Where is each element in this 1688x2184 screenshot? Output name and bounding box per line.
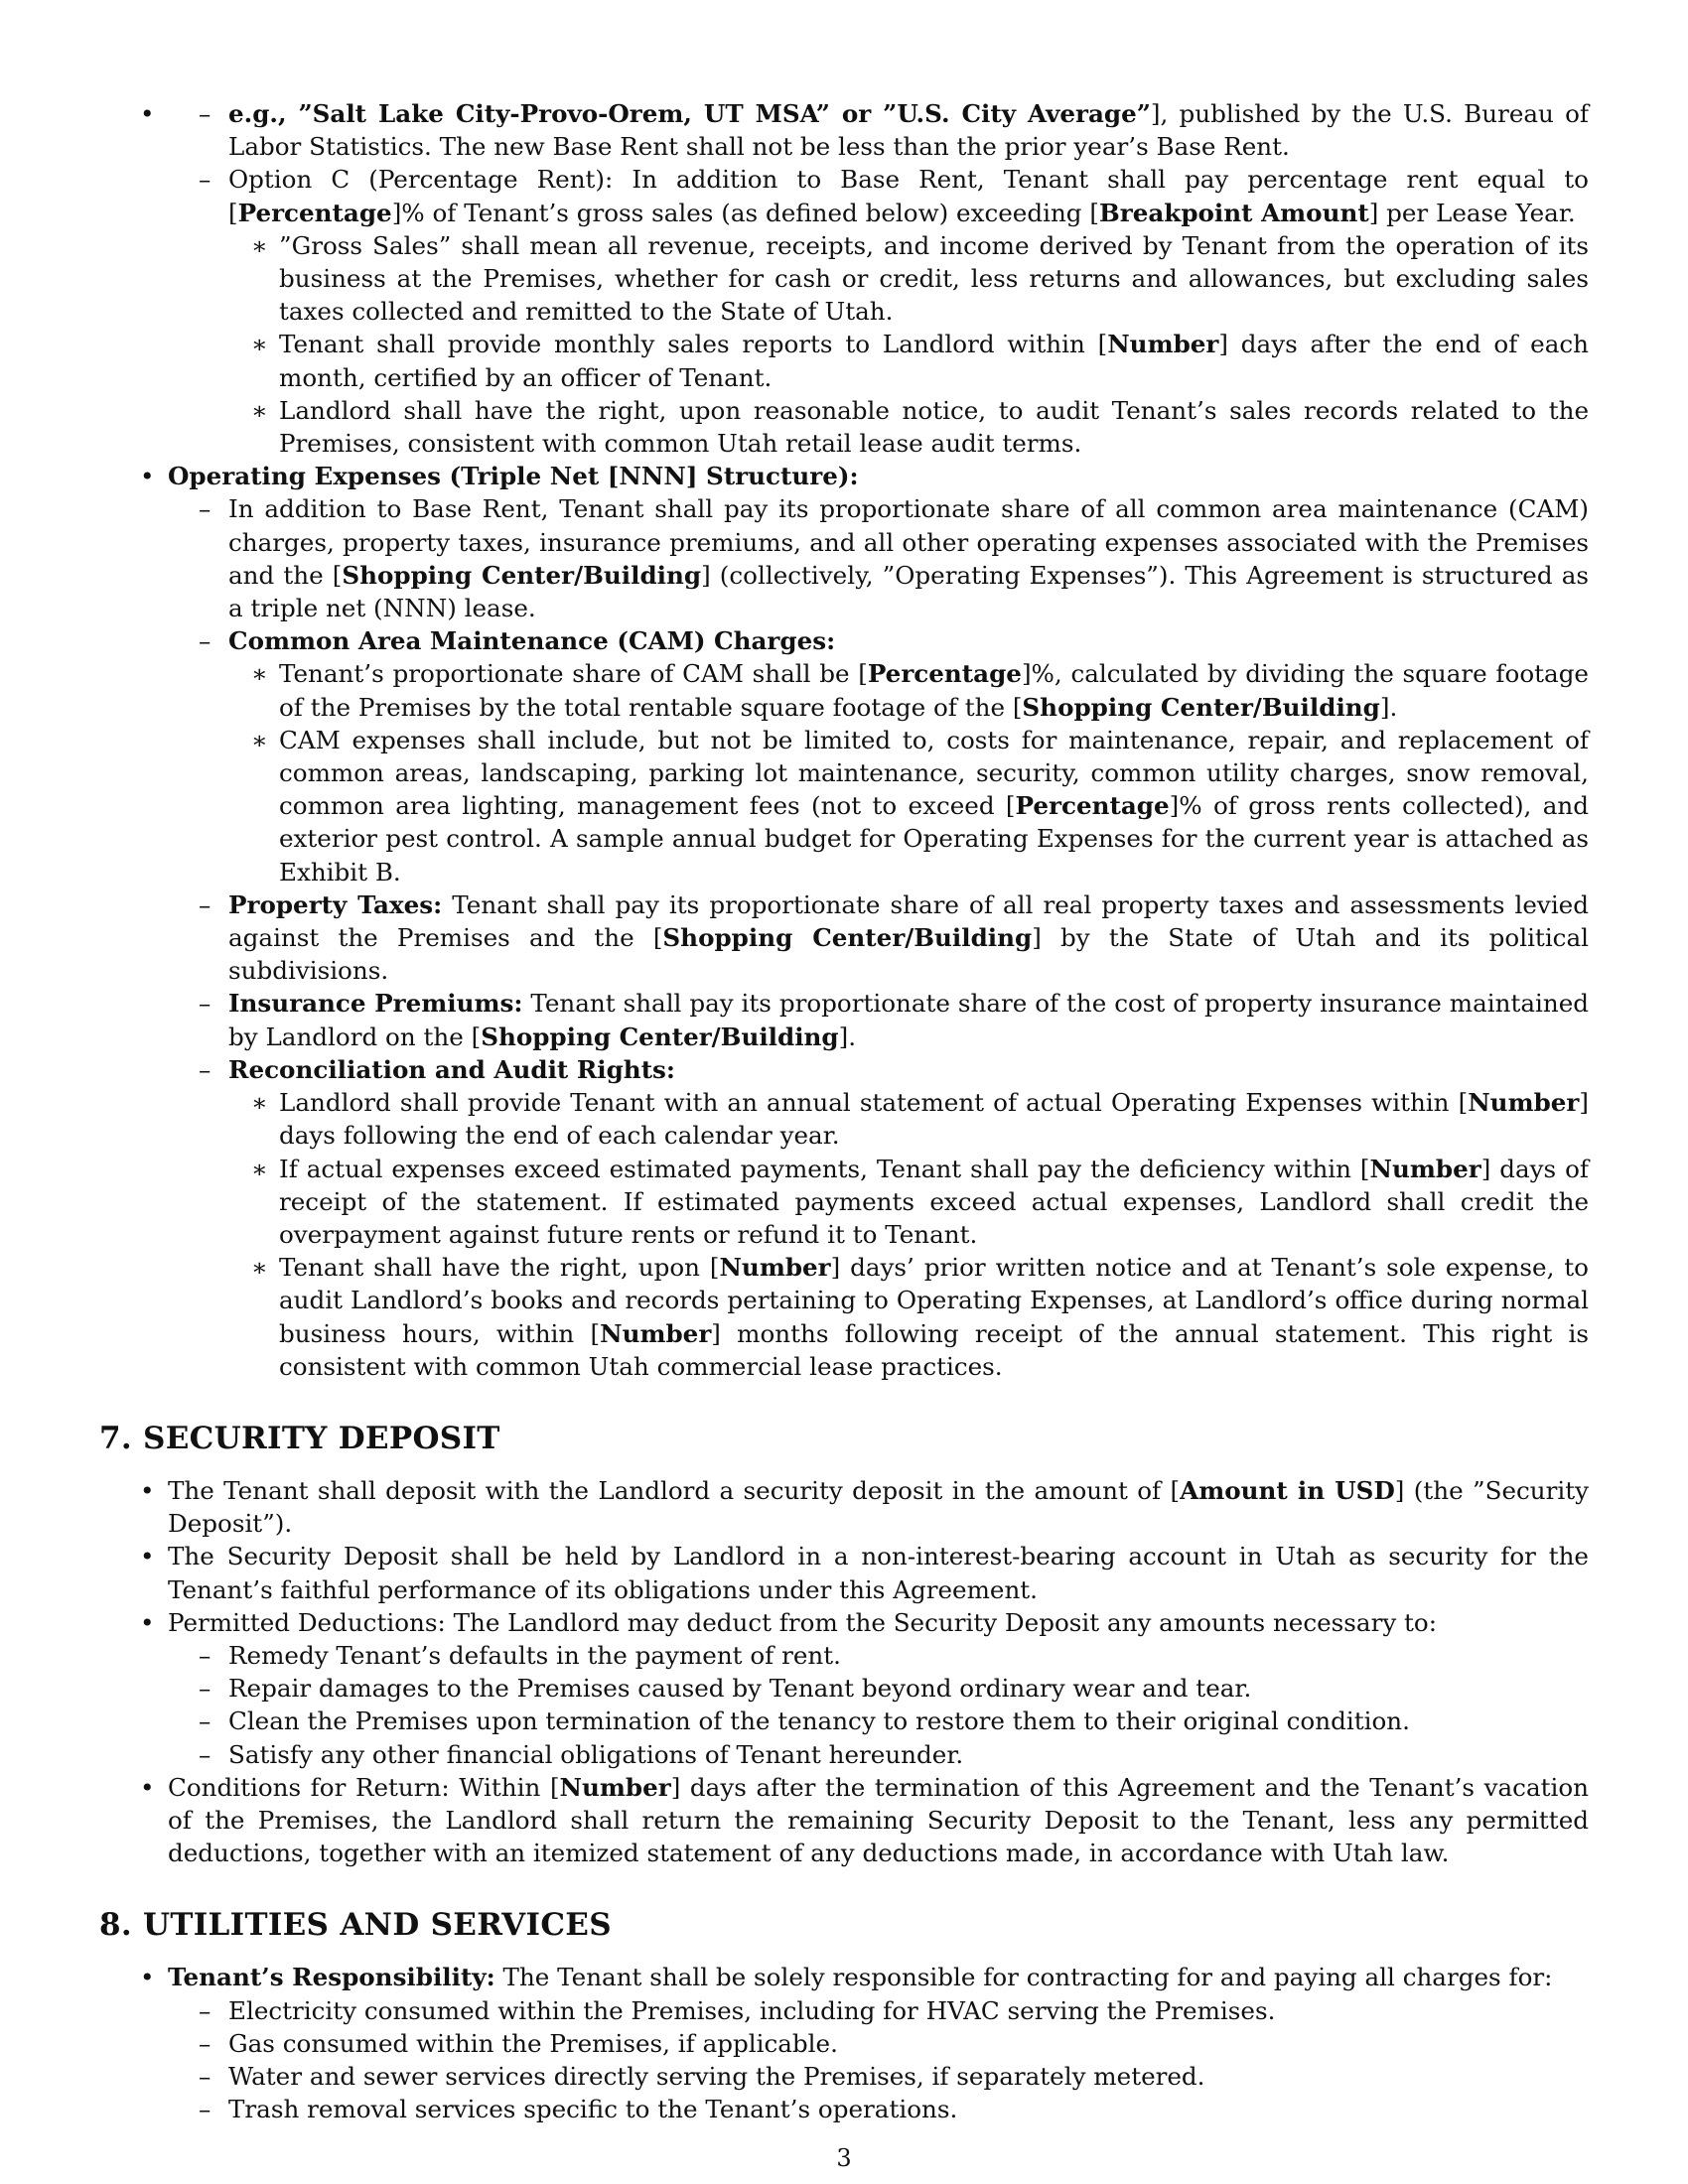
text: CAM expenses shall include, but not be limited to, costs for maintenance, repair, and replacement of common areas, landscaping, parking lot maintenance, security, common utility charges, snow removal, common area lighting, management fees (not to exceed [ — [279, 725, 1589, 821]
operating-expenses-heading: Operating Expenses (Triple Net [NNN] Structure): — [168, 462, 859, 491]
placeholder-number: Number — [600, 1318, 712, 1348]
operating-expenses-item — [168, 460, 1589, 1383]
text: Tenant’s proportionate share of CAM shall be [ — [279, 659, 868, 689]
document-page — [99, 97, 1589, 2125]
text: ] days following the end of each calendar year. — [279, 1088, 1589, 1151]
placeholder-number: Number — [559, 1772, 671, 1802]
utilities-list — [99, 1961, 1589, 2125]
deduction-item: – Remedy Tenant’s defaults in the payment of rent. — [228, 1639, 1589, 1672]
tenant-responsibility-label: Tenant’s Responsibility: — [168, 1963, 495, 1992]
cpi-index-text: ], published by the U.S. Bureau of Labor Statistics. The new Base Rent shall not be less than the prior year’s Base Rent. — [228, 99, 1589, 162]
cpi-index-bold: e.g., ”Salt Lake City-Provo-Orem, UT MSA” or ”U.S. City Average” — [228, 99, 1151, 128]
deduction-item: – Repair damages to the Premises caused by Tenant beyond ordinary wear and tear. — [228, 1672, 1589, 1705]
text: ] days’ prior written notice and at Tenant’s sole expense, to audit Landlord’s books and records pertaining to Operating Expenses, at Landlord’s office during normal business hours, within [ — [279, 1253, 1589, 1348]
text: The Tenant shall be solely responsible for contracting for and paying all charges for: — [494, 1963, 1553, 1992]
deposit-held-item: • The Security Deposit shall be held by Landlord in a non-interest-bearing account in Utah as security for the Tenant’s faithful performance of its obligations under this Agreement. — [168, 1540, 1589, 1605]
utility-item: – Gas consumed within the Premises, if applicable. — [228, 2027, 1589, 2060]
placeholder-number: Number — [1468, 1088, 1580, 1118]
text: ] days of receipt of the statement. If estimated payments exceed actual expenses, Landlord shall credit the overpayment against future rents or refund it to Tenant. — [279, 1154, 1590, 1249]
page-number: 3 — [836, 2144, 852, 2172]
section-7-heading: 7. SECURITY DEPOSIT — [99, 1420, 500, 1456]
deductions-list — [168, 1639, 1589, 1771]
text: ] (collectively, ”Operating Expenses”). This Agreement is structured as a triple net (NNN) lease. — [228, 560, 1589, 623]
permitted-deductions-item — [168, 1606, 1589, 1771]
utility-item: – Electricity consumed within the Premises, including for HVAC serving the Premises. — [228, 1994, 1589, 2027]
deduction-item: – Clean the Premises upon termination of the tenancy to restore them to their original condition. — [228, 1705, 1589, 1737]
cam-expenses-item — [279, 724, 1589, 888]
cpi-index-item — [228, 97, 1589, 163]
text: ] (the ”Security Deposit”). — [168, 1475, 1590, 1539]
placeholder-percentage: Percentage — [1015, 791, 1170, 821]
text: If actual expenses exceed estimated payments, Tenant shall pay the deficiency within [ — [279, 1154, 1370, 1183]
text: Tenant shall pay its proportionate share of all real property taxes and assessments levied against the Premises and the [ — [228, 889, 1589, 953]
rent-options-list — [168, 97, 1589, 460]
reconciliation-item — [228, 1053, 1589, 1383]
rent-continuation-list — [99, 97, 1589, 1383]
text: The Tenant shall deposit with the Landlord a security deposit in the amount of [ — [168, 1475, 1181, 1505]
placeholder-percentage: Percentage — [237, 198, 392, 227]
rent-continuation — [168, 97, 1589, 460]
cam-item — [228, 624, 1589, 888]
deposit-amount-item — [168, 1474, 1589, 1540]
text: Conditions for Return: Within [ — [168, 1772, 560, 1802]
utility-items-list — [168, 1994, 1589, 2126]
text: ]. — [838, 1022, 857, 1051]
text: ] days after the end of each month, certified by an officer of Tenant. — [279, 330, 1589, 392]
text: ]% of gross rents collected), and exterior pest control. A sample annual budget for Operating Expenses for the current year is attached as Exhibit B. — [279, 791, 1589, 887]
utility-item: – Trash removal services specific to the Tenant’s operations. — [228, 2093, 1589, 2125]
text: Tenant shall pay its proportionate share of the cost of property insurance maintained by Landlord on the [ — [228, 989, 1589, 1051]
text: ] per Lease Year. — [1368, 198, 1576, 227]
insurance-item — [228, 987, 1589, 1052]
placeholder-amount: Amount in USD — [1180, 1475, 1395, 1505]
text: ] by the State of Utah and its political subdivisions. — [228, 923, 1589, 986]
placeholder-shopping-center: Shopping Center/Building — [481, 1022, 839, 1051]
deduction-item: – Satisfy any other financial obligations of Tenant hereunder. — [228, 1738, 1589, 1771]
tenant-audit-item — [279, 1251, 1589, 1383]
section-8-heading: 8. UTILITIES AND SERVICES — [99, 1907, 612, 1944]
placeholder-percentage: Percentage — [867, 659, 1022, 689]
text: Option C (Percentage Rent): In addition to Base Rent, Tenant shall pay percentage rent equal to [ — [228, 165, 1589, 227]
conditions-for-return-item — [168, 1771, 1589, 1870]
sales-reports-item — [279, 328, 1589, 393]
text: ]% of Tenant’s gross sales (as defined below) exceeding [ — [391, 198, 1099, 227]
operating-expenses-list — [168, 492, 1589, 1382]
text: ] months following receipt of the annual statement. This right is consistent with common Utah commercial lease practices. — [279, 1318, 1590, 1381]
property-taxes-item — [228, 888, 1589, 988]
property-taxes-label: Property Taxes: — [228, 889, 443, 919]
placeholder-breakpoint: Breakpoint Amount — [1098, 198, 1369, 227]
placeholder-shopping-center: Shopping Center/Building — [1022, 692, 1380, 722]
text: ] days after the termination of this Agreement and the Tenant’s vacation of the Premises, the Landlord shall return the remaining Security Deposit to the Tenant, less any permitted deductions, together with an itemized statement of any deductions made, in accordance with Utah law. — [168, 1772, 1590, 1868]
opex-intro-item — [228, 492, 1589, 624]
placeholder-shopping-center: Shopping Center/Building — [662, 923, 1033, 953]
insurance-label: Insurance Premiums: — [228, 989, 523, 1019]
option-c-sublist — [228, 229, 1589, 460]
text: In addition to Base Rent, Tenant shall pay its proportionate share of all common area maintenance (CAM) charges, property taxes, insurance premiums, and all other operating expenses associated with the Premises and the [ — [228, 494, 1589, 590]
text: Tenant shall provide monthly sales reports to Landlord within [ — [279, 330, 1108, 359]
utility-item: – Water and sewer services directly serving the Premises, if separately metered. — [228, 2060, 1589, 2093]
tenant-responsibility-item — [168, 1961, 1589, 2125]
security-deposit-list — [99, 1474, 1589, 1869]
text: Landlord shall provide Tenant with an annual statement of actual Operating Expenses within [ — [279, 1088, 1469, 1118]
text: Tenant shall have the right, upon [ — [279, 1253, 720, 1283]
placeholder-shopping-center: Shopping Center/Building — [342, 560, 702, 590]
reconciliation-heading: Reconciliation and Audit Rights: — [228, 1054, 675, 1084]
text: ]. — [1379, 692, 1398, 722]
placeholder-number: Number — [1369, 1154, 1481, 1183]
cam-list — [228, 657, 1589, 887]
reconciliation-list — [228, 1086, 1589, 1383]
deficiency-item — [279, 1153, 1589, 1252]
text: ]%, calculated by dividing the square footage of the Premises by the total rentable square footage of the [ — [279, 659, 1589, 722]
annual-statement-item — [279, 1086, 1589, 1152]
placeholder-number: Number — [1107, 330, 1219, 359]
text: Permitted Deductions: The Landlord may deduct from the Security Deposit any amounts necessary to: — [168, 1607, 1438, 1637]
option-c-item — [228, 163, 1589, 460]
cam-share-item — [279, 657, 1589, 723]
placeholder-number: Number — [719, 1253, 831, 1283]
gross-sales-item: ∗ ”Gross Sales” shall mean all revenue, receipts, and income derived by Tenant from the operation of its business at the Premises, whether for cash or credit, less returns and allowances, but excluding sales taxes collected and remitted to the State of Utah. — [279, 229, 1589, 329]
cam-heading: Common Area Maintenance (CAM) Charges: — [228, 626, 836, 656]
sales-audit-item: ∗ Landlord shall have the right, upon reasonable notice, to audit Tenant’s sales records related to the Premises, consistent with common Utah retail lease audit terms. — [279, 394, 1589, 460]
